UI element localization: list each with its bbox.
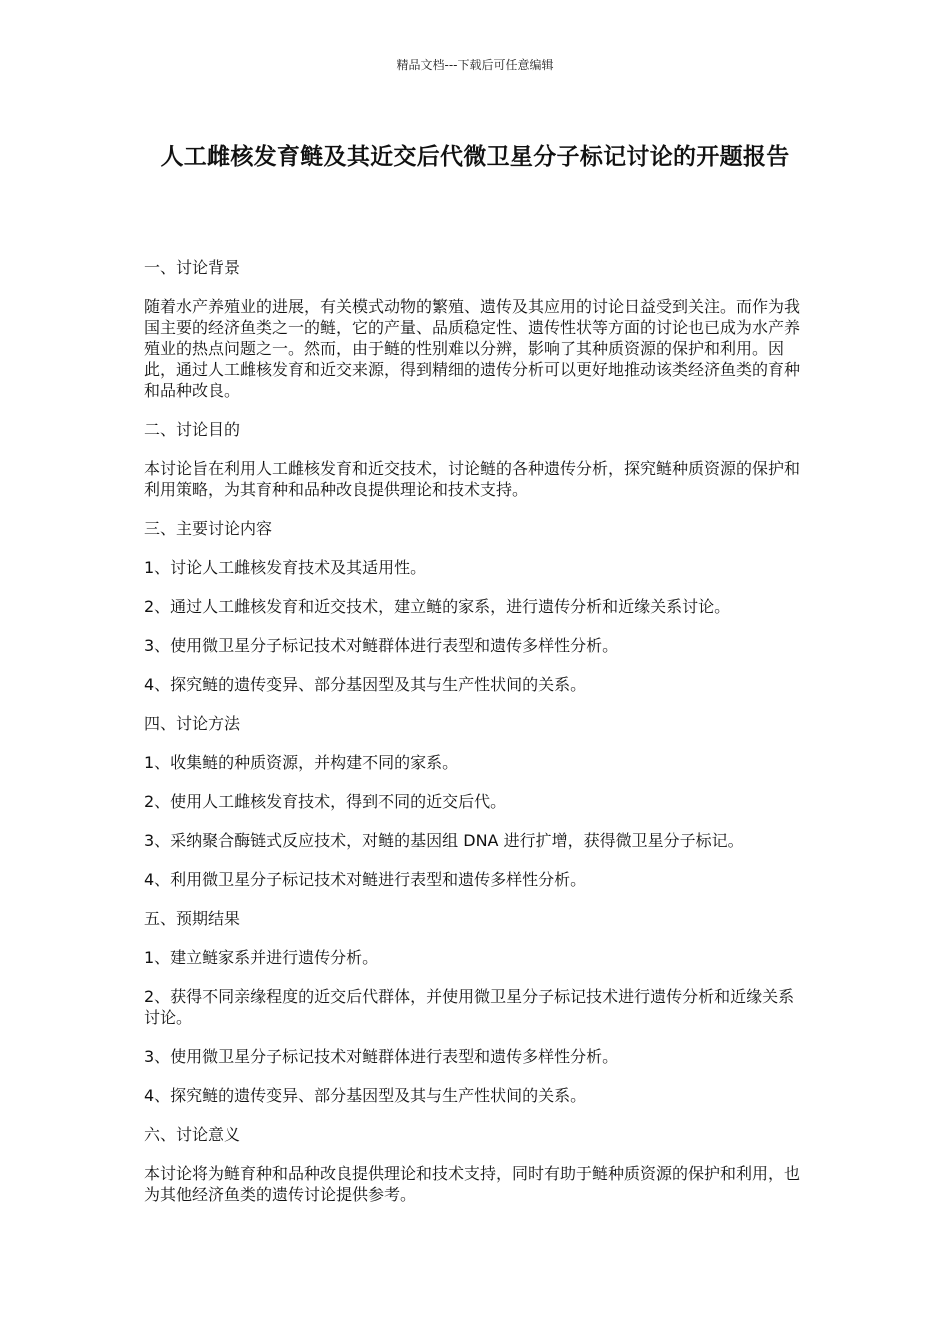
section-heading-expected-results: 五、预期结果 <box>144 909 241 928</box>
list-item: 2、通过人工雌核发育和近交技术，建立鲢的家系，进行遗传分析和近缘关系讨论。 <box>144 597 731 616</box>
header-note: 精品文档---下载后可任意编辑 <box>396 58 554 72</box>
section-heading-purpose: 二、讨论目的 <box>144 420 241 439</box>
list-item: 2、使用人工雌核发育技术，得到不同的近交后代。 <box>144 792 507 811</box>
list-item: 4、探究鲢的遗传变异、部分基因型及其与生产性状间的关系。 <box>144 1086 587 1105</box>
section-paragraph: 本讨论将为鲢育种和品种改良提供理论和技术支持，同时有助于鲢种质资源的保护和利用，也为其他经济鱼类的遗传讨论提供参考。 <box>144 1164 801 1204</box>
section-paragraph: 随着水产养殖业的进展，有关模式动物的繁殖、遗传及其应用的讨论日益受到关注。而作为我国主要的经济鱼类之一的鲢，它的产量、品质稳定性、遗传性状等方面的讨论也已成为水产养殖业的热点问题之一。然而，由于鲢的性别难以分辨，影响了其种质资源的保护和利用。因此，通过人工雌核发育和近交来源，得到精细的遗传分析可以更好地推动该类经济鱼类的育种和品种改良。 <box>144 297 801 400</box>
list-item: 1、讨论人工雌核发育技术及其适用性。 <box>144 558 427 577</box>
list-item: 1、收集鲢的种质资源，并构建不同的家系。 <box>144 753 459 772</box>
section-paragraph: 本讨论旨在利用人工雌核发育和近交技术，讨论鲢的各种遗传分析，探究鲢种质资源的保护和利用策略，为其育种和品种改良提供理论和技术支持。 <box>144 459 801 499</box>
section-heading-main-content: 三、主要讨论内容 <box>144 519 273 538</box>
list-item: 4、探究鲢的遗传变异、部分基因型及其与生产性状间的关系。 <box>144 675 587 694</box>
section-heading-methods: 四、讨论方法 <box>144 714 241 733</box>
list-item: 3、使用微卫星分子标记技术对鲢群体进行表型和遗传多样性分析。 <box>144 636 619 655</box>
list-item: 4、利用微卫星分子标记技术对鲢进行表型和遗传多样性分析。 <box>144 870 587 889</box>
document-title: 人工雌核发育鲢及其近交后代微卫星分子标记讨论的开题报告 <box>160 144 790 170</box>
section-heading-background: 一、讨论背景 <box>144 258 241 277</box>
section-heading-significance: 六、讨论意义 <box>144 1125 241 1144</box>
list-item: 2、获得不同亲缘程度的近交后代群体，并使用微卫星分子标记技术进行遗传分析和近缘关系讨论。 <box>144 987 795 1027</box>
list-item: 1、建立鲢家系并进行遗传分析。 <box>144 948 379 967</box>
list-item: 3、采纳聚合酶链式反应技术，对鲢的基因组 DNA 进行扩增，获得微卫星分子标记。 <box>144 831 744 850</box>
list-item: 3、使用微卫星分子标记技术对鲢群体进行表型和遗传多样性分析。 <box>144 1047 619 1066</box>
document-body <box>144 257 808 1223</box>
